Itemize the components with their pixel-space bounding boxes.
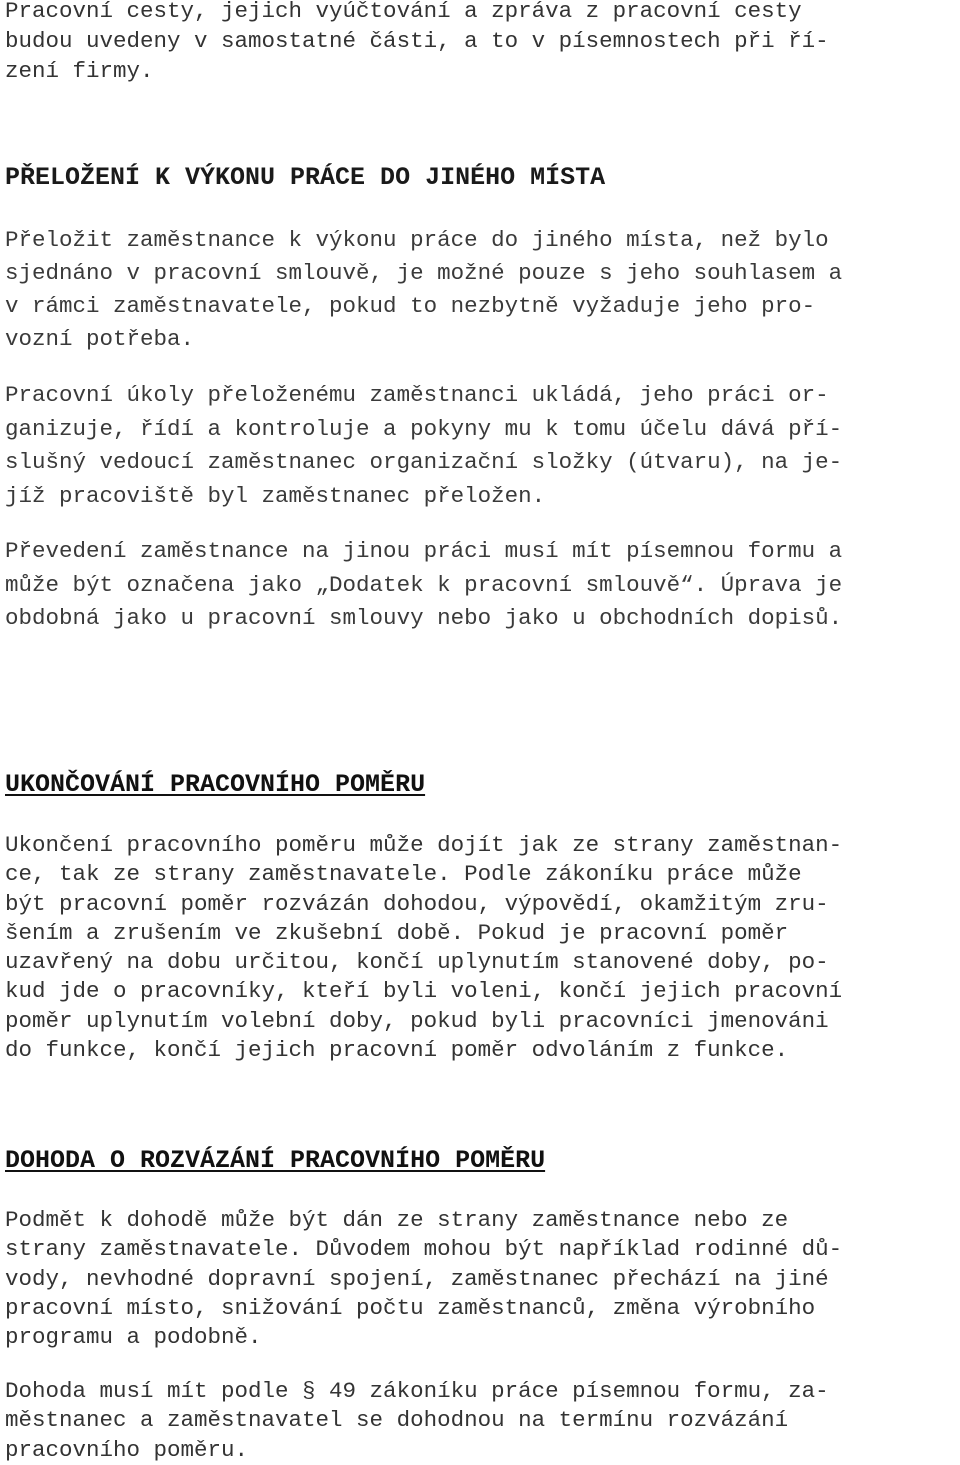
text-line: slušný vedoucí zaměstnanec organizační složky (útvaru), na je-: [5, 449, 843, 475]
section-heading-transfer: PŘELOŽENÍ K VÝKONU PRÁCE DO JINÉHO MÍSTA: [5, 163, 606, 192]
text-line: poměr uplynutím volební doby, pokud byli pracovníci jmenováni: [5, 1007, 829, 1034]
text-line: Dohoda musí mít podle § 49 zákoníku práce písemnou formu, za-: [5, 1378, 829, 1404]
text-line: programu a podobně.: [5, 1324, 262, 1351]
text-line: strany zaměstnavatele. Důvodem mohou být například rodinné dů-: [5, 1236, 843, 1263]
agreement-paragraph-1: [5, 1206, 960, 1352]
text-line: Ukončení pracovního poměru může dojít jak ze strany zaměstnan-: [5, 832, 843, 858]
text-line: Převedení zaměstnance na jinou práci musí mít písemnou formu a: [5, 538, 843, 564]
termination-paragraph-1: [5, 831, 960, 1065]
text-line: v rámci zaměstnavatele, pokud to nezbytně vyžaduje jeho pro-: [5, 293, 816, 319]
text-line: budou uvedeny v samostatné části, a to v písemnostech při ří-: [5, 28, 829, 54]
transfer-paragraph-1: [5, 224, 960, 356]
section-heading-agreement: DOHODA O ROZVÁZÁNÍ PRACOVNÍHO POMĚRU: [5, 1146, 546, 1175]
text-line: vozní potřeba.: [5, 326, 195, 352]
text-line: vody, nevhodné dopravní spojení, zaměstnanec přechází na jiné: [5, 1265, 829, 1292]
text-line: Pracovní cesty, jejich vyúčtování a zpráva z pracovní cesty: [5, 0, 802, 24]
text-line: sjednáno v pracovní smlouvě, je možné pouze s jeho souhlasem a: [5, 260, 843, 286]
text-line: Podmět k dohodě může být dán ze strany zaměstnance nebo ze: [5, 1207, 789, 1233]
text-line: kud jde o pracovníky, kteří byli voleni, končí jejich pracovní: [5, 978, 843, 1005]
text-line: ce, tak ze strany zaměstnavatele. Podle zákoníku práce může: [5, 861, 802, 888]
text-line: být pracovní poměr rozvázán dohodou, výpovědí, okamžitým zru-: [5, 890, 829, 917]
agreement-paragraph-2: [5, 1377, 960, 1465]
text-line: obdobná jako u pracovní smlouvy nebo jako u obchodních dopisů.: [5, 605, 843, 631]
text-line: zení firmy.: [5, 58, 154, 84]
text-line: ganizuje, řídí a kontroluje a pokyny mu k tomu účelu dává pří-: [5, 415, 843, 442]
text-line: může být označena jako „Dodatek k pracovní smlouvě“. Úprava je: [5, 571, 843, 598]
text-line: šením a zrušením ve zkušební době. Pokud je pracovní poměr: [5, 919, 789, 946]
text-line: uzavřený na dobu určitou, končí uplynutím stanovené doby, po-: [5, 949, 829, 976]
transfer-paragraph-2: [5, 379, 960, 513]
text-line: městnanec a zaměstnavatel se dohodnou na termínu rozvázání: [5, 1407, 789, 1434]
text-line: pracovního poměru.: [5, 1436, 249, 1463]
text-line: Pracovní úkoly přeloženému zaměstnanci ukládá, jeho práci or-: [5, 382, 829, 408]
text-line: do funkce, končí jejich pracovní poměr odvoláním z funkce.: [5, 1037, 789, 1064]
text-line: pracovní místo, snižování počtu zaměstnanců, změna výrobního: [5, 1294, 816, 1321]
section-heading-termination: UKONČOVÁNÍ PRACOVNÍHO POMĚRU: [5, 770, 426, 799]
text-line: Přeložit zaměstnance k výkonu práce do jiného místa, než bylo: [5, 227, 829, 253]
text-line: jíž pracoviště byl zaměstnanec přeložen.: [5, 482, 546, 509]
intro-paragraph: [5, 0, 960, 86]
transfer-paragraph-3: [5, 535, 960, 636]
